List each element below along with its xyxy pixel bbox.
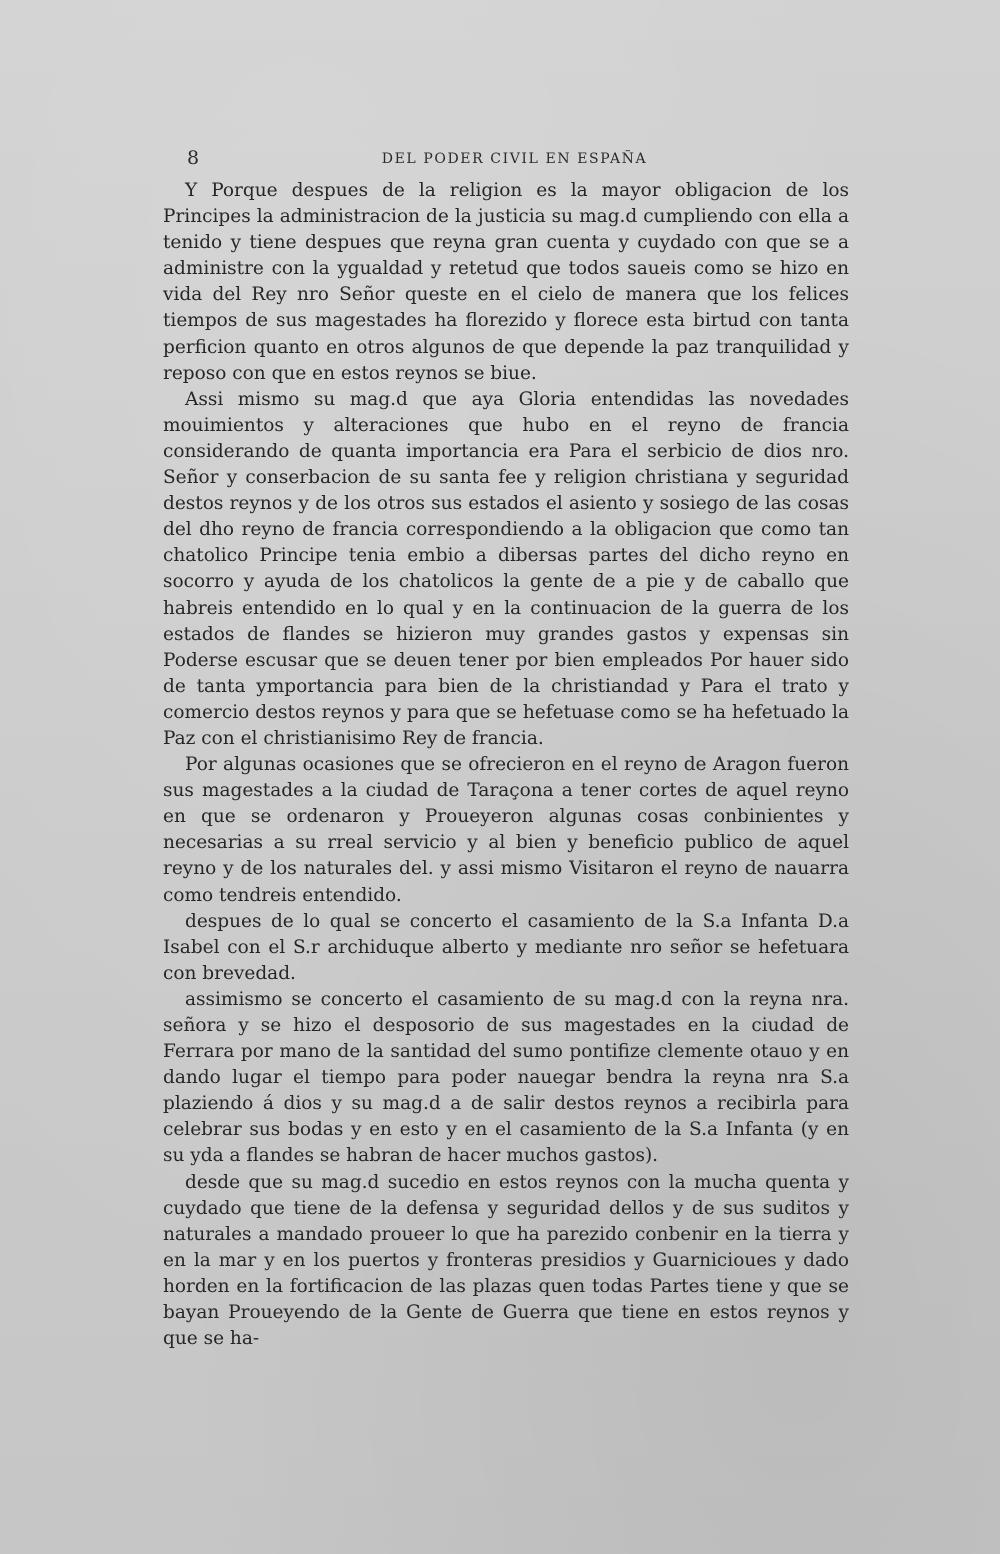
page-header <box>187 146 842 170</box>
paragraph-queen: assimismo se concerto el casamiento de su mag.d con la reyna nra. señora y se hizo el desposorio de sus magestades en la ciudad de Ferrara por mano de la santidad del sumo pontifize clemente otauo y en dando lugar el tiempo para poder nauegar bendra la reyna nra S.a plaziendo á dios y su mag.d a de salir destos reynos a recibirla para celebrar sus bodas y en esto y en el casamiento de la S.a Infanta (y en su yda a flandes se habran de hacer muchos gastos). <box>163 988 849 1167</box>
page-number: 8 <box>187 147 200 169</box>
running-title: DEL PODER CIVIL EN ESPAÑA <box>381 151 648 167</box>
body-text <box>163 178 849 1352</box>
paragraph-justice: Y Porque despues de la religion es la mayor obligacion de los Principes la administracion de la justicia su mag.d cumpliendo con ella a tenido y tiene despues que reyna gran cuenta y cuydado con que se a administre con la ygualdad y retetud que todos saueis como se hizo en vida del Rey nro Señor queste en el cielo de manera que los felices tiempos de sus magestades ha florezido y florece esta birtud con tanta perficion quanto en otros algunos de que depende la paz tranquilidad y reposo con que en estos reynos se biue. <box>163 180 849 384</box>
paragraph-france: Assi mismo su mag.d que aya Gloria entendidas las novedades mouimientos y alteraciones que hubo en el reyno de francia considerando de quanta importancia era Para el serbicio de dios nro. Señor y conserbacion de su santa fee y religion christiana y seguridad destos reynos y de los otros sus estados el asiento y sosiego de las cosas del dho reyno de francia correspondiendo a la obligacion que como tan chatolico Principe tenia embio a dibersas partes del dicho reyno en socorro y ayuda de los chatolicos la gente de a pie y de caballo que habreis entendido en lo qual y en la continuacion de la guerra de los estados de flandes se hizieron muy grandes gastos y expensas sin Poderse escusar que se deuen tener por bien empleados Por hauer sido de tanta ymportancia para bien de la christiandad y Para el trato y comercio destos reynos y para que se hefetuase como se ha hefetuado la Paz con el christianisimo Rey de francia. <box>163 388 849 749</box>
paragraph-defense: desde que su mag.d sucedio en estos reynos con la mucha quenta y cuydado que tiene de la defensa y seguridad dellos y de sus suditos y naturales a mandado proueer lo que ha parezido conbenir en la tierra y en la mar y en los puertos y fronteras presidios y Guarnicioues y dado horden en la fortificacion de las plazas quen todas Partes tiene y que se bayan Proueyendo de la Gente de Guerra que tiene en estos reynos y que se ha- <box>163 1171 849 1350</box>
paragraph-aragon: Por algunas ocasiones que se ofrecieron en el reyno de Aragon fueron sus magestades a la ciudad de Taraçona a tener cortes de aquel reyno en que se ordenaron y Proueyeron algunas cosas conbinientes y necesarias a su rreal servicio y al bien y beneficio publico de aquel reyno y de los naturales del. y assi mismo Visitaron el reyno de nauarra como tendreis entendido. <box>163 754 849 906</box>
paragraph-infanta: despues de lo qual se concerto el casamiento de la S.a Infanta D.a Isabel con el S.r archiduque alberto y mediante nro señor se hefetuara con brevedad. <box>163 910 849 984</box>
